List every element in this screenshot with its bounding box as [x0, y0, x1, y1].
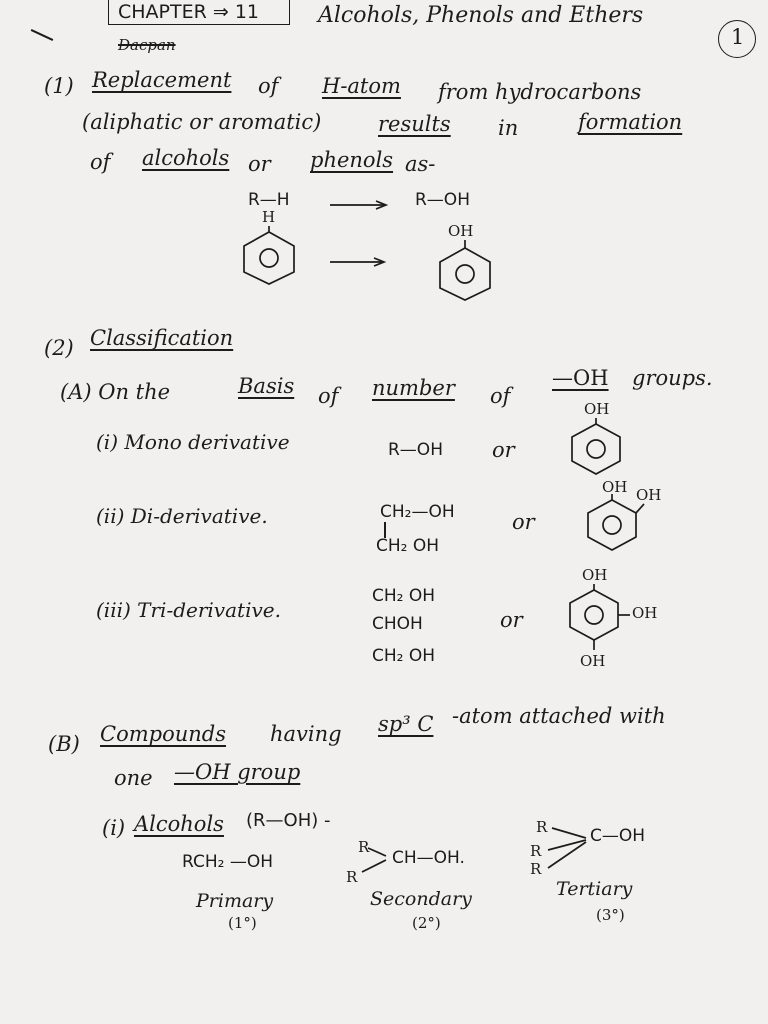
- benzene-h: H: [262, 208, 276, 226]
- reaction-reactant: R—H: [248, 190, 290, 210]
- phenol-oh: OH: [448, 222, 474, 240]
- tertiary-r-2: R: [530, 842, 542, 860]
- section-1-number: (1): [44, 74, 74, 98]
- secondary-label: Secondary: [370, 888, 472, 910]
- mono-or: or: [492, 438, 515, 462]
- tri-derivative-label: (iii) Tri-derivative.: [96, 598, 281, 622]
- tri-phenol-oh-bottom: OH: [580, 652, 606, 670]
- alcohols-word: alcohols: [142, 146, 230, 170]
- reaction-arrow-2: [330, 258, 390, 270]
- compounds-word: Compounds: [100, 722, 226, 746]
- mono-formula: R—OH: [388, 440, 443, 460]
- tri-phenol-ring: [566, 584, 632, 652]
- di-or: or: [512, 510, 535, 534]
- tri-formula-1: CH₂ OH: [372, 586, 436, 606]
- page-title: Alcohols, Phenols and Ethers: [318, 3, 644, 28]
- results-word: results: [378, 112, 451, 136]
- tertiary-r-3: R: [530, 860, 542, 878]
- of-word: of: [258, 74, 279, 98]
- aliphatic-aromatic: (aliphatic or aromatic): [82, 110, 322, 134]
- primary-label: Primary: [196, 890, 274, 912]
- tri-or: or: [500, 608, 523, 632]
- di-derivative-label: (ii) Di-derivative.: [96, 504, 268, 528]
- mono-phenol-ring: [568, 418, 624, 476]
- attached-with: -atom attached with: [452, 704, 666, 728]
- di-phenol-ring: [584, 494, 644, 554]
- section-b-label: (B): [48, 732, 80, 756]
- tri-formula-2: CHOH: [372, 614, 423, 634]
- section-2-number: (2): [44, 336, 74, 360]
- di-formula-1: CH₂—OH: [380, 502, 455, 522]
- tri-formula-3: CH₂ OH: [372, 646, 436, 666]
- basis-prefix: (A) On the: [60, 380, 171, 404]
- sp3-carbon: sp³ C: [378, 712, 434, 736]
- tertiary-degree: (3°): [596, 906, 625, 924]
- number-of: of: [490, 384, 511, 408]
- tertiary-bonds: [546, 826, 592, 872]
- oh-group-label: —OH: [552, 366, 609, 390]
- tri-phenol-oh-right: OH: [632, 604, 658, 622]
- secondary-bonds: [360, 846, 390, 876]
- basis-word: Basis: [238, 374, 295, 398]
- h-atom-word: H-atom: [322, 74, 401, 98]
- tertiary-r-1: R: [536, 818, 548, 836]
- oh-group-word: —OH group: [174, 760, 301, 784]
- margin-tick: [31, 29, 54, 41]
- reaction-product: R—OH: [415, 190, 470, 210]
- secondary-r-2: R: [346, 868, 358, 886]
- alcohols-heading: Alcohols: [134, 812, 224, 836]
- phenols-word: phenols: [310, 148, 394, 172]
- or-word: or: [248, 152, 271, 176]
- secondary-r-1: R: [358, 838, 370, 856]
- one-word: one: [114, 766, 153, 790]
- struck-word: Dacpan: [118, 36, 176, 54]
- di-phenol-oh-1: OH: [602, 478, 628, 496]
- of-word-2: of: [90, 150, 111, 174]
- tertiary-formula: C—OH: [590, 826, 646, 846]
- benzene-ring: [240, 226, 298, 286]
- primary-formula: RCH₂ —OH: [182, 852, 274, 872]
- having-word: having: [270, 722, 342, 746]
- tri-phenol-oh-top: OH: [582, 566, 608, 584]
- page-number: 1: [731, 25, 745, 49]
- di-phenol-oh-2: OH: [636, 486, 662, 504]
- secondary-degree: (2°): [412, 914, 441, 932]
- mono-phenol-oh: OH: [584, 400, 610, 418]
- alcohols-index: (i): [102, 816, 126, 840]
- in-word: in: [498, 116, 519, 140]
- classification-heading: Classification: [90, 326, 234, 350]
- as-word: as-: [405, 152, 436, 176]
- formation-word: formation: [578, 110, 683, 134]
- di-formula-2: CH₂ OH: [376, 536, 440, 556]
- reaction-arrow-1: [330, 201, 390, 213]
- alcohols-formula: (R—OH) -: [246, 810, 331, 831]
- from-hydrocarbons: from hydrocarbons: [438, 80, 642, 104]
- groups-word: groups.: [632, 366, 713, 390]
- replacement-word: Replacement: [92, 68, 232, 92]
- mono-derivative-label: (i) Mono derivative: [96, 430, 290, 454]
- primary-degree: (1°): [228, 914, 257, 932]
- basis-of: of: [318, 384, 339, 408]
- tertiary-label: Tertiary: [556, 878, 633, 900]
- secondary-formula: CH—OH.: [392, 848, 465, 868]
- number-word: number: [372, 376, 455, 400]
- chapter-label: CHAPTER ⇒ 11: [118, 1, 259, 23]
- phenol-ring: [436, 240, 494, 302]
